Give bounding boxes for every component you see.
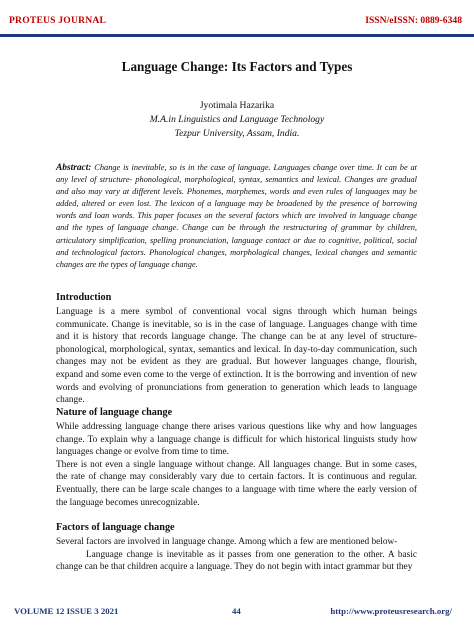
footer-url-link[interactable]: http://www.proteusresearch.org/ [330,606,452,616]
issn-label: ISSN/eISSN: 0889-6348 [365,15,462,26]
paper-title: Language Change: Its Factors and Types [121,59,353,74]
author-affiliation-university: Tezpur University, Assam, India. [174,128,300,139]
abstract-text: Change is inevitable, so is in the case of language. Languages change over time. It can be at any level of structure- phonological, morphological, syntax, semantics and lexical. Changes are gradual and also may vary at different levels. Phonemes, morphemes, words and even rules of languages may be added, altered or even lost. The lexicon of a language may be broadened by the presence of borrowing words and loan words. This paper focuses on the several factors which are involved in language change and the types of language change. Change can be through the restructuring of grammar by children, articulatory simplification, spelling pronunciation, language contact or due to cognitive, political, social and technological factors. Phonological changes, morphological changes, lexical changes and semantic changes are the types of language change. [56,163,417,269]
journal-name: PROTEUS JOURNAL [9,15,107,26]
section-body-nature [56,421,417,509]
paragraph: Several factors are involved in language change. Among which a few are mentioned below- [56,537,398,547]
paragraph: There is not even a single language without change. All languages change. But in some cases, the rate of change may considerably vary due to certain factors. It is continuous and regular. Eventually, there can be large scale changes to a language with time where the early version of the language becomes unrecognizable. [56,459,417,508]
section-body-factors [56,536,417,574]
page-number: 44 [232,606,241,616]
paragraph: Language is a mere symbol of conventional vocal signs through which human beings communicate. Change is inevitable, so is in the case of language. Languages change with time and it is history that records language change. The change can be at any level of structure- phonological, morphological, syntax, semantics and lexical. In day-to-day communication, such changes may not be evident as they are gradual. But however languages change, flourish, expand and some even come to the verge of extinction. It is the borrowing and invention of new words and evolving of pronunciations from generation to generation which leads to language change. [56,307,417,406]
section-heading-introduction: Introduction [56,292,112,303]
paragraph: While addressing language change there arises various questions like why and how languages change. To explain why a language change is difficult for which historical linguists study how languages change or evolve from time to time. [56,422,417,458]
section-body-introduction [56,306,417,407]
author-affiliation-program: M.A.in Linguistics and Language Technology [149,114,325,125]
abstract-label: Abstract: [56,163,92,173]
header-rule [0,34,474,37]
abstract [56,162,417,271]
section-heading-factors: Factors of language change [56,522,175,533]
author-name: Jyotimala Hazarika [199,100,275,111]
paragraph: Language change is inevitable as it passes from one generation to the other. A basic change can be that children acquire a language. They do not begin with intact grammar but they [56,549,417,573]
section-heading-nature: Nature of language change [56,407,173,418]
footer-volume: VOLUME 12 ISSUE 3 2021 [14,606,119,616]
